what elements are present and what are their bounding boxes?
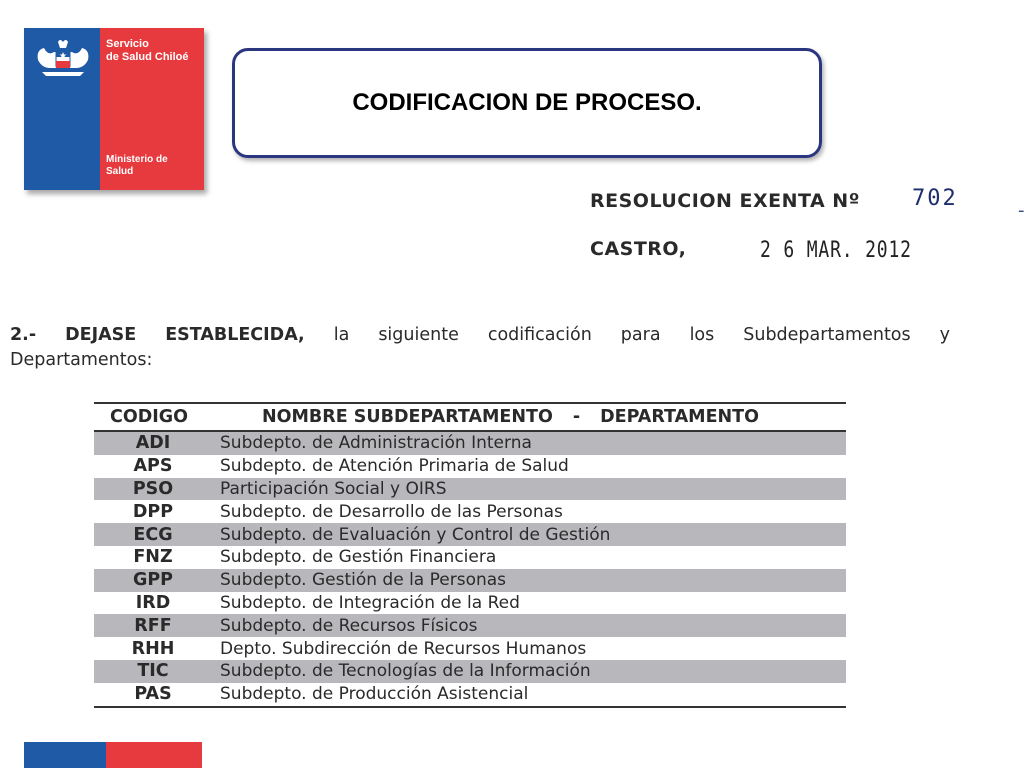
row-name: Depto. Subdirección de Recursos Humanos xyxy=(220,638,587,659)
row-name: Subdepto. de Recursos Físicos xyxy=(220,615,478,636)
row-code: PAS xyxy=(134,684,172,705)
row-code: RHH xyxy=(131,638,175,659)
table-row xyxy=(94,592,846,615)
row-name: Subdepto. de Gestión Financiera xyxy=(220,547,497,568)
paragraph-line-2: Departamentos: xyxy=(10,350,153,370)
logo-ministry-name xyxy=(106,154,168,178)
row-code: FNZ xyxy=(133,547,173,568)
row-name: Participación Social y OIRS xyxy=(220,478,447,499)
logo-line-1: Servicio xyxy=(106,38,149,50)
resolution-city: CASTRO, xyxy=(590,238,687,260)
table-row xyxy=(94,455,846,478)
header-code: CODIGO xyxy=(110,407,188,427)
row-name: Subdepto. Gestión de la Personas xyxy=(220,570,507,591)
table-row xyxy=(94,660,846,683)
row-name: Subdepto. de Administración Interna xyxy=(220,433,532,454)
row-code: TIC xyxy=(137,661,169,682)
row-code: ADI xyxy=(135,433,171,454)
logo-red-panel xyxy=(100,28,204,190)
logo-line-2: de Salud Chiloé xyxy=(106,51,189,63)
row-code: GPP xyxy=(132,570,174,591)
table-row xyxy=(94,546,846,569)
paragraph-word: la xyxy=(333,325,350,345)
row-code: IRD xyxy=(135,592,171,613)
logo-line-3: Ministerio de xyxy=(106,154,168,165)
paragraph-lead-word-2: ESTABLECIDA, xyxy=(165,325,305,345)
resolution-paragraph xyxy=(10,323,950,373)
page-title: CODIFICACION DE PROCESO. xyxy=(352,89,702,116)
table-row xyxy=(94,523,846,546)
row-name: Subdepto. de Integración de la Red xyxy=(220,592,520,613)
row-name: Subdepto. de Producción Asistencial xyxy=(220,684,529,705)
paragraph-word: para xyxy=(620,325,661,345)
logo-service-name xyxy=(106,38,189,64)
table-row xyxy=(94,478,846,501)
table-row xyxy=(94,500,846,523)
row-name: Subdepto. de Desarrollo de las Personas xyxy=(220,501,563,522)
table-row xyxy=(94,683,846,706)
footer-red-stripe xyxy=(106,742,202,768)
resolution-date-stamp: 2 6 MAR. 2012 xyxy=(760,238,912,263)
table-row xyxy=(94,614,846,637)
row-name: Subdepto. de Evaluación y Control de Gestión xyxy=(220,524,611,545)
row-code: APS xyxy=(133,456,173,477)
paragraph-line-1 xyxy=(10,323,950,348)
logo-blue-panel xyxy=(24,28,100,190)
row-code: RFF xyxy=(134,615,172,636)
table-row xyxy=(94,432,846,455)
header-separator: - xyxy=(572,407,581,427)
resolution-number: 702 xyxy=(912,186,958,211)
row-name: Subdepto. de Tecnologías de la Información xyxy=(220,661,591,682)
title-box xyxy=(232,48,822,158)
paragraph-word: Subdepartamentos xyxy=(743,325,911,345)
table-row xyxy=(94,569,846,592)
table-row xyxy=(94,637,846,660)
paragraph-number: 2.- xyxy=(10,325,37,345)
table-body xyxy=(94,432,846,706)
paragraph-word: y xyxy=(939,325,950,345)
codes-table xyxy=(94,402,846,708)
row-code: PSO xyxy=(132,478,174,499)
table-header xyxy=(94,404,846,432)
row-code: ECG xyxy=(133,524,173,545)
header-name: NOMBRE SUBDEPARTAMENTO xyxy=(262,407,553,427)
paragraph-word: los xyxy=(689,325,715,345)
logo-line-4: Salud xyxy=(106,166,134,177)
resolution-label: RESOLUCION EXENTA Nº xyxy=(590,190,860,212)
header-department: DEPARTAMENTO xyxy=(600,407,759,427)
coat-of-arms-icon xyxy=(32,38,94,82)
paragraph-word: codificación xyxy=(487,325,592,345)
paragraph-word: siguiente xyxy=(378,325,459,345)
paragraph-lead-phrase xyxy=(165,323,305,348)
footer-blue-stripe xyxy=(24,742,106,768)
servicio-salud-logo xyxy=(24,28,204,190)
margin-mark: - xyxy=(1018,200,1024,221)
paragraph-lead-word: DEJASE xyxy=(65,325,137,345)
row-name: Subdepto. de Atención Primaria de Salud xyxy=(220,456,569,477)
row-code: DPP xyxy=(132,501,174,522)
